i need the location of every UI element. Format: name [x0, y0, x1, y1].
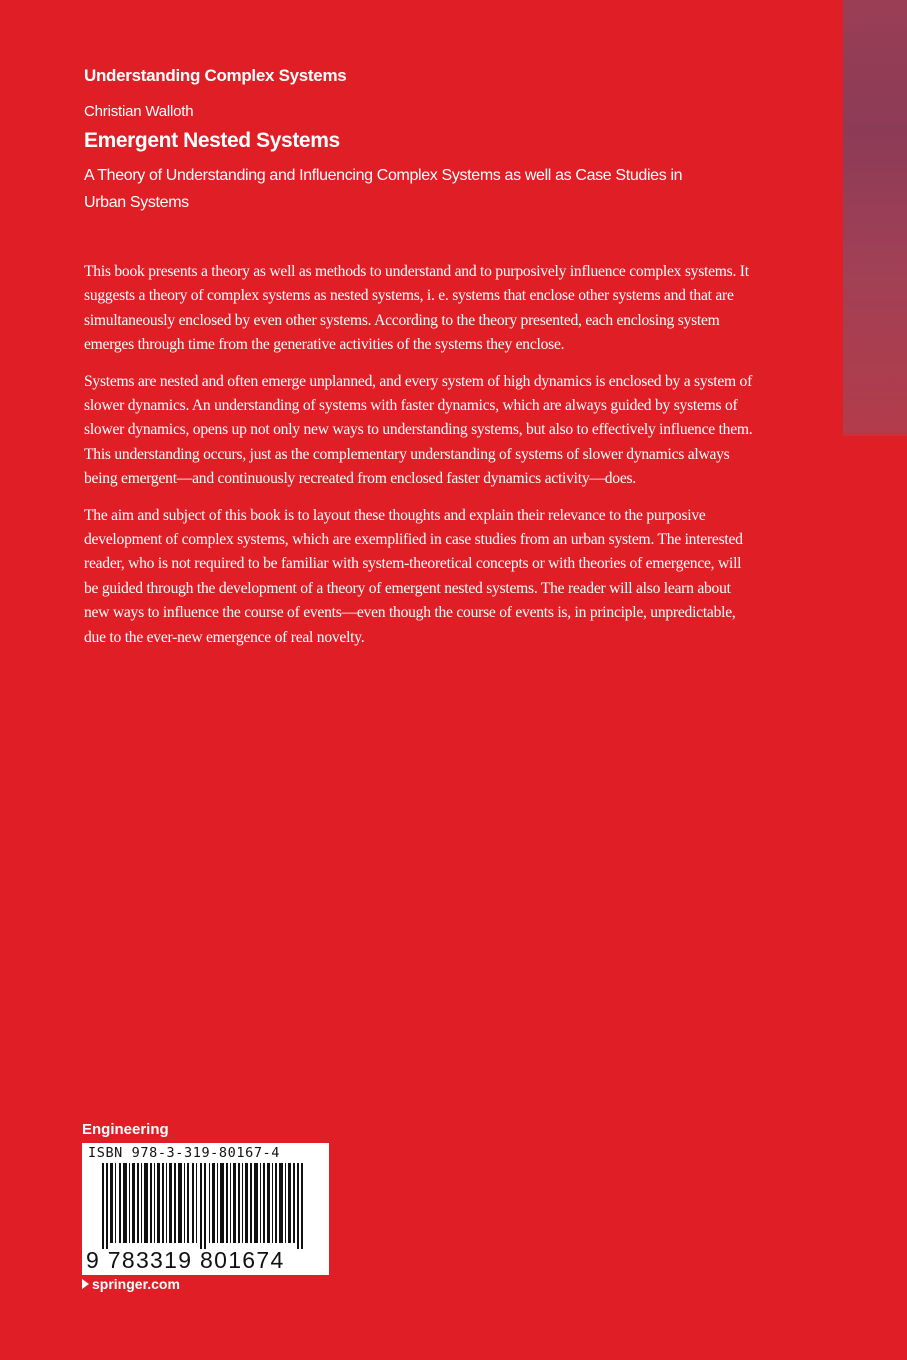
- series-title: Understanding Complex Systems: [84, 66, 347, 85]
- book-subtitle: A Theory of Understanding and Influencing Complex Systems as well as Case Studies in Urban Systems: [84, 167, 683, 211]
- subject-category: Engineering: [82, 1121, 169, 1138]
- blurb: [84, 260, 756, 662]
- spine-image-strip: [843, 0, 907, 436]
- author-name: Christian Walloth: [84, 103, 194, 120]
- arrow-right-icon: [82, 1279, 89, 1289]
- publisher-url[interactable]: springer.com: [92, 1276, 180, 1292]
- barcode-digits: 9 783319 801674: [86, 1247, 285, 1273]
- publisher-link[interactable]: [82, 1276, 180, 1292]
- isbn-label: ISBN 978-3-319-80167-4: [88, 1145, 281, 1161]
- spine-lower-strip: [843, 436, 907, 1360]
- blurb-paragraph: The aim and subject of this book is to layout these thoughts and explain their relevance to the purposive development of complex systems, which are exemplified in case studies from an urban system. The interested reader, who is not required to be familiar with system-theoretical concepts or with theories of emergence, will be guided through the development of a theory of emergent nested systems. The reader will also learn about new ways to influence the course of events—even though the course of events is, in principle, unpredictable, due to the ever-new emergence of real novelty.: [84, 506, 743, 646]
- barcode-icon: [90, 1163, 320, 1249]
- blurb-paragraph: This book presents a theory as well as methods to understand and to purposively influence complex systems. It suggests a theory of complex systems as nested systems, i. e. systems that enclose other systems and that are simultaneously enclosed by even other systems. According to the theory presented, each enclosing system emerges through time from the generative activities of the systems they enclose.: [84, 263, 749, 354]
- barcode-block: [82, 1143, 329, 1275]
- book-title: Emergent Nested Systems: [84, 129, 340, 152]
- blurb-paragraph: Systems are nested and often emerge unplanned, and every system of high dynamics is enclosed by a system of slower dynamics. An understanding of systems with faster dynamics, which are always guided by systems of slower dynamics, opens up not only new ways to understanding systems, but also to effectively influence them. This understanding occurs, just as the complementary understanding of systems of slower dynamics always being emergent—and continuously recreated from enclosed faster dynamics activity—does.: [84, 372, 753, 488]
